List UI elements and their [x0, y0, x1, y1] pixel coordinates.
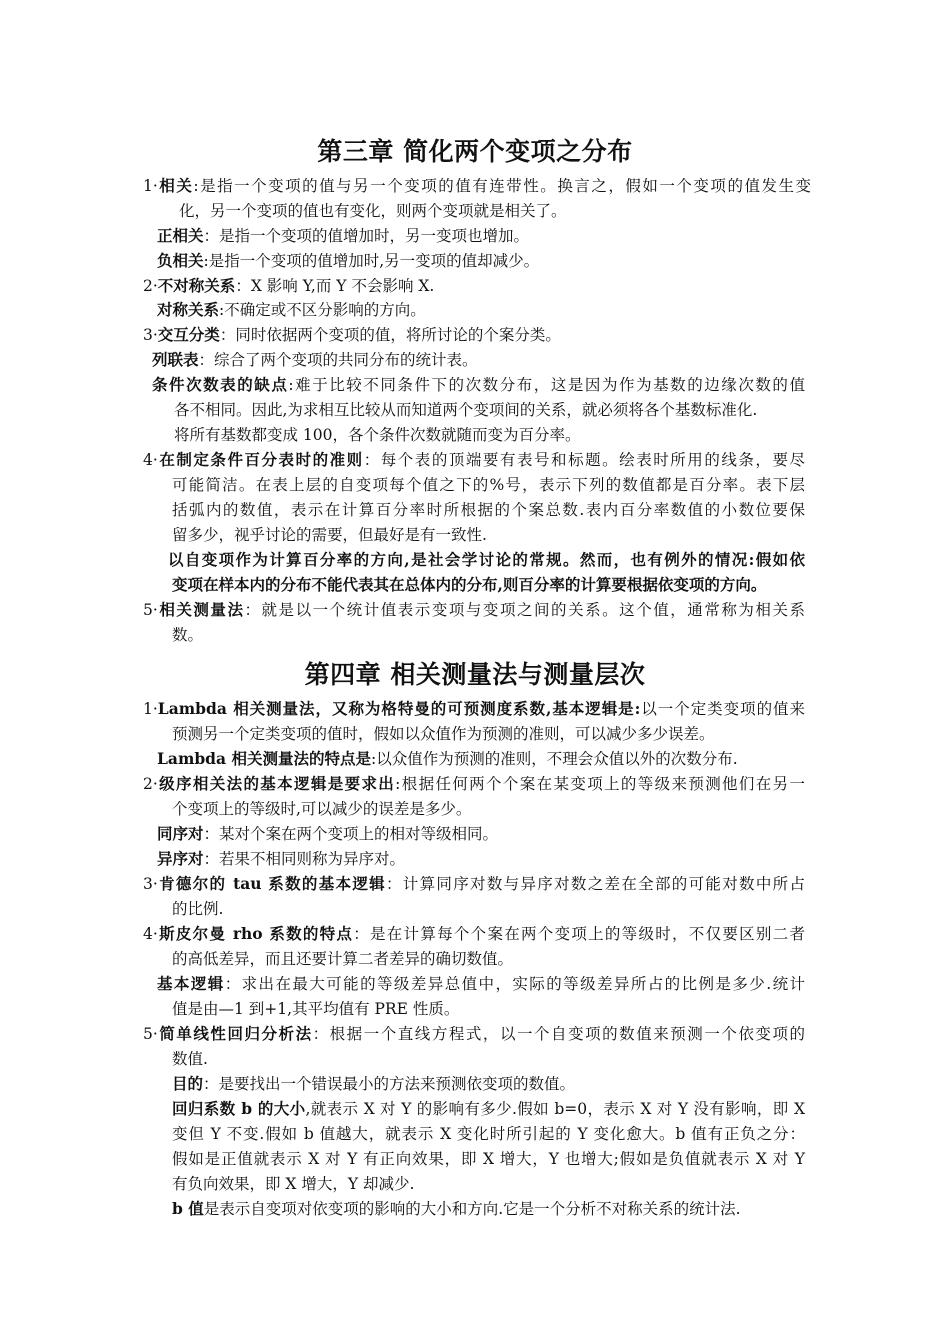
- ch4-b-value-note: b 值是表示自变项对依变项的影响的大小和方向.它是一个分析不对称关系的统计法.: [172, 1199, 741, 1218]
- ch4-regression-coef-line-1: 回归系数 b 的大小,就表示 X 对 Y 的影响有多少.假如 b=0，表示 X 对 Y 没有影响，即 X: [172, 1099, 805, 1118]
- ch3-item-4-line-2: 可能简洁。在表上层的自变项每个值之下的%号，表示下列的数值都是百分率。表下层: [172, 476, 805, 494]
- ch4-regression-purpose: 目的：是要找出一个错误最小的方法来预测依变项的数值。: [172, 1074, 576, 1093]
- ch3-item-2: 2·不对称关系：X 影响 Y,而 Y 不会影响 X.: [143, 276, 435, 295]
- ch4-concordant-pair: 同序对：某对个案在两个变项上的相对等级相同。: [157, 824, 499, 843]
- ch4-discordant-pair: 异序对：若果不相同则称为异序对。: [157, 849, 406, 868]
- ch4-item-3-line-2: 的比例.: [172, 900, 224, 918]
- ch4-regression-coef-line-3: 假如是正值就表示 X 对 Y 有正向效果，即 X 增大，Y 也增大;假如是负值就表示 X 对 Y: [172, 1150, 805, 1168]
- ch3-symmetric-relation: 对称关系:不确定或不区分影响的方向。: [157, 300, 426, 319]
- ch4-basic-logic-line-2: 值是由—1 到+1,其平均值有 PRE 性质。: [172, 1000, 460, 1018]
- ch4-lambda-feature: Lambda 相关测量法的特点是:以众值作为预测的准则，不理会众值以外的次数分布.: [157, 749, 738, 768]
- ch3-item-5-line-1: 5·相关测量法：就是以一个统计值表示变项与变项之间的关系。这个值，通常称为相关系: [143, 600, 805, 619]
- ch4-item-2-line-1: 2·级序相关法的基本逻辑是要求出:根据任何两个个案在某变项上的等级来预测他们在另一: [143, 774, 805, 793]
- ch4-basic-logic-line-1: 基本逻辑：求出在最大可能的等级差异总值中，实际的等级差异所占的比例是多少.统计: [157, 974, 805, 993]
- ch3-item-4-line-1: 4·在制定条件百分表时的准则：每个表的顶端要有表号和标题。绘表时所用的线条，要尽: [143, 450, 805, 469]
- ch3-item-1-line-2: 化，另一个变项的值也有变化，则两个变项就是相关了。: [179, 202, 567, 220]
- ch4-item-4-line-1: 4·斯皮尔曼 rho 系数的特点：是在计算每个个案在两个变项上的等级时，不仅要区别二者: [143, 924, 805, 943]
- ch3-item-4-note-line-2: 变项在样本内的分布不能代表其在总体内的分布,则百分率的计算要根据依变项的方向。: [172, 575, 767, 594]
- ch3-conditional-table-line-1: 条件次数表的缺点:难于比较不同条件下的次数分布，这是因为作为基数的边缘次数的值: [152, 375, 805, 394]
- ch3-item-4-note-line-1: 以自变项作为计算百分率的方向,是社会学讨论的常规。然而，也有例外的情况:假如依: [168, 550, 805, 569]
- ch3-conditional-table-line-3: 将所有基数都变成 100，各个条件次数就随而变为百分率。: [174, 426, 581, 444]
- chapter-3-title: 第三章 简化两个变项之分布: [317, 137, 633, 166]
- ch4-item-5-line-2: 数值.: [172, 1050, 208, 1068]
- ch4-item-4-line-2: 的高低差异，而且还要计算二者差异的确切数值。: [172, 950, 514, 968]
- ch3-conditional-table-line-2: 各不相同。因此,为求相互比较从而知道两个变项间的关系，就必须将各个基数标准化.: [174, 401, 758, 419]
- ch4-item-1-line-1: 1·Lambda 相关测量法，又称为格特曼的可预测度系数,基本逻辑是:以一个定类变项的值来: [143, 699, 805, 718]
- ch4-item-5-line-1: 5·简单线性回归分析法：根据一个直线方程式，以一个自变项的数值来预测一个依变项的: [143, 1024, 805, 1043]
- ch4-regression-coef-line-2: 变但 Y 不变.假如 b 值越大，就表示 X 变化时所引起的 Y 变化愈大。b 值有正负之分：: [172, 1125, 805, 1143]
- chapter-4-title: 第四章 相关测量法与测量层次: [304, 660, 646, 689]
- ch4-regression-coef-line-4: 有负向效果，即 X 增大，Y 却减少.: [172, 1175, 415, 1193]
- ch4-item-1-line-2: 预测另一个定类变项的值时，假如以众值作为预测的准则，可以减少多少误差。: [172, 725, 715, 743]
- ch3-item-1-line-1: 1·相关:是指一个变项的值与另一个变项的值有连带性。换言之，假如一个变项的值发生变: [143, 176, 811, 195]
- ch3-item-4-line-4: 留多少，视乎讨论的需要，但最好是有一致性.: [172, 526, 487, 544]
- ch3-contingency-table: 列联表：综合了两个变项的共同分布的统计表。: [152, 350, 478, 369]
- ch3-item-5-line-2: 数。: [172, 626, 204, 644]
- ch4-item-2-line-2: 个变项上的等级时,可以减少的误差是多少。: [172, 800, 472, 818]
- ch3-positive-correlation: 正相关：是指一个变项的值增加时，另一变项也增加。: [157, 226, 530, 245]
- ch3-negative-correlation: 负相关:是指一个变项的值增加时,另一变项的值却减少。: [157, 251, 540, 270]
- ch4-item-3-line-1: 3·肯德尔的 tau 系数的基本逻辑：计算同序对数与异序对数之差在全部的可能对数中所占: [143, 874, 806, 893]
- ch3-item-3: 3·交互分类：同时依据两个变项的值，将所讨论的个案分类。: [143, 325, 561, 344]
- ch3-item-4-line-3: 括弧内的数值，表示在计算百分率时所根据的个案总数.表内百分率数值的小数位要保: [172, 501, 805, 519]
